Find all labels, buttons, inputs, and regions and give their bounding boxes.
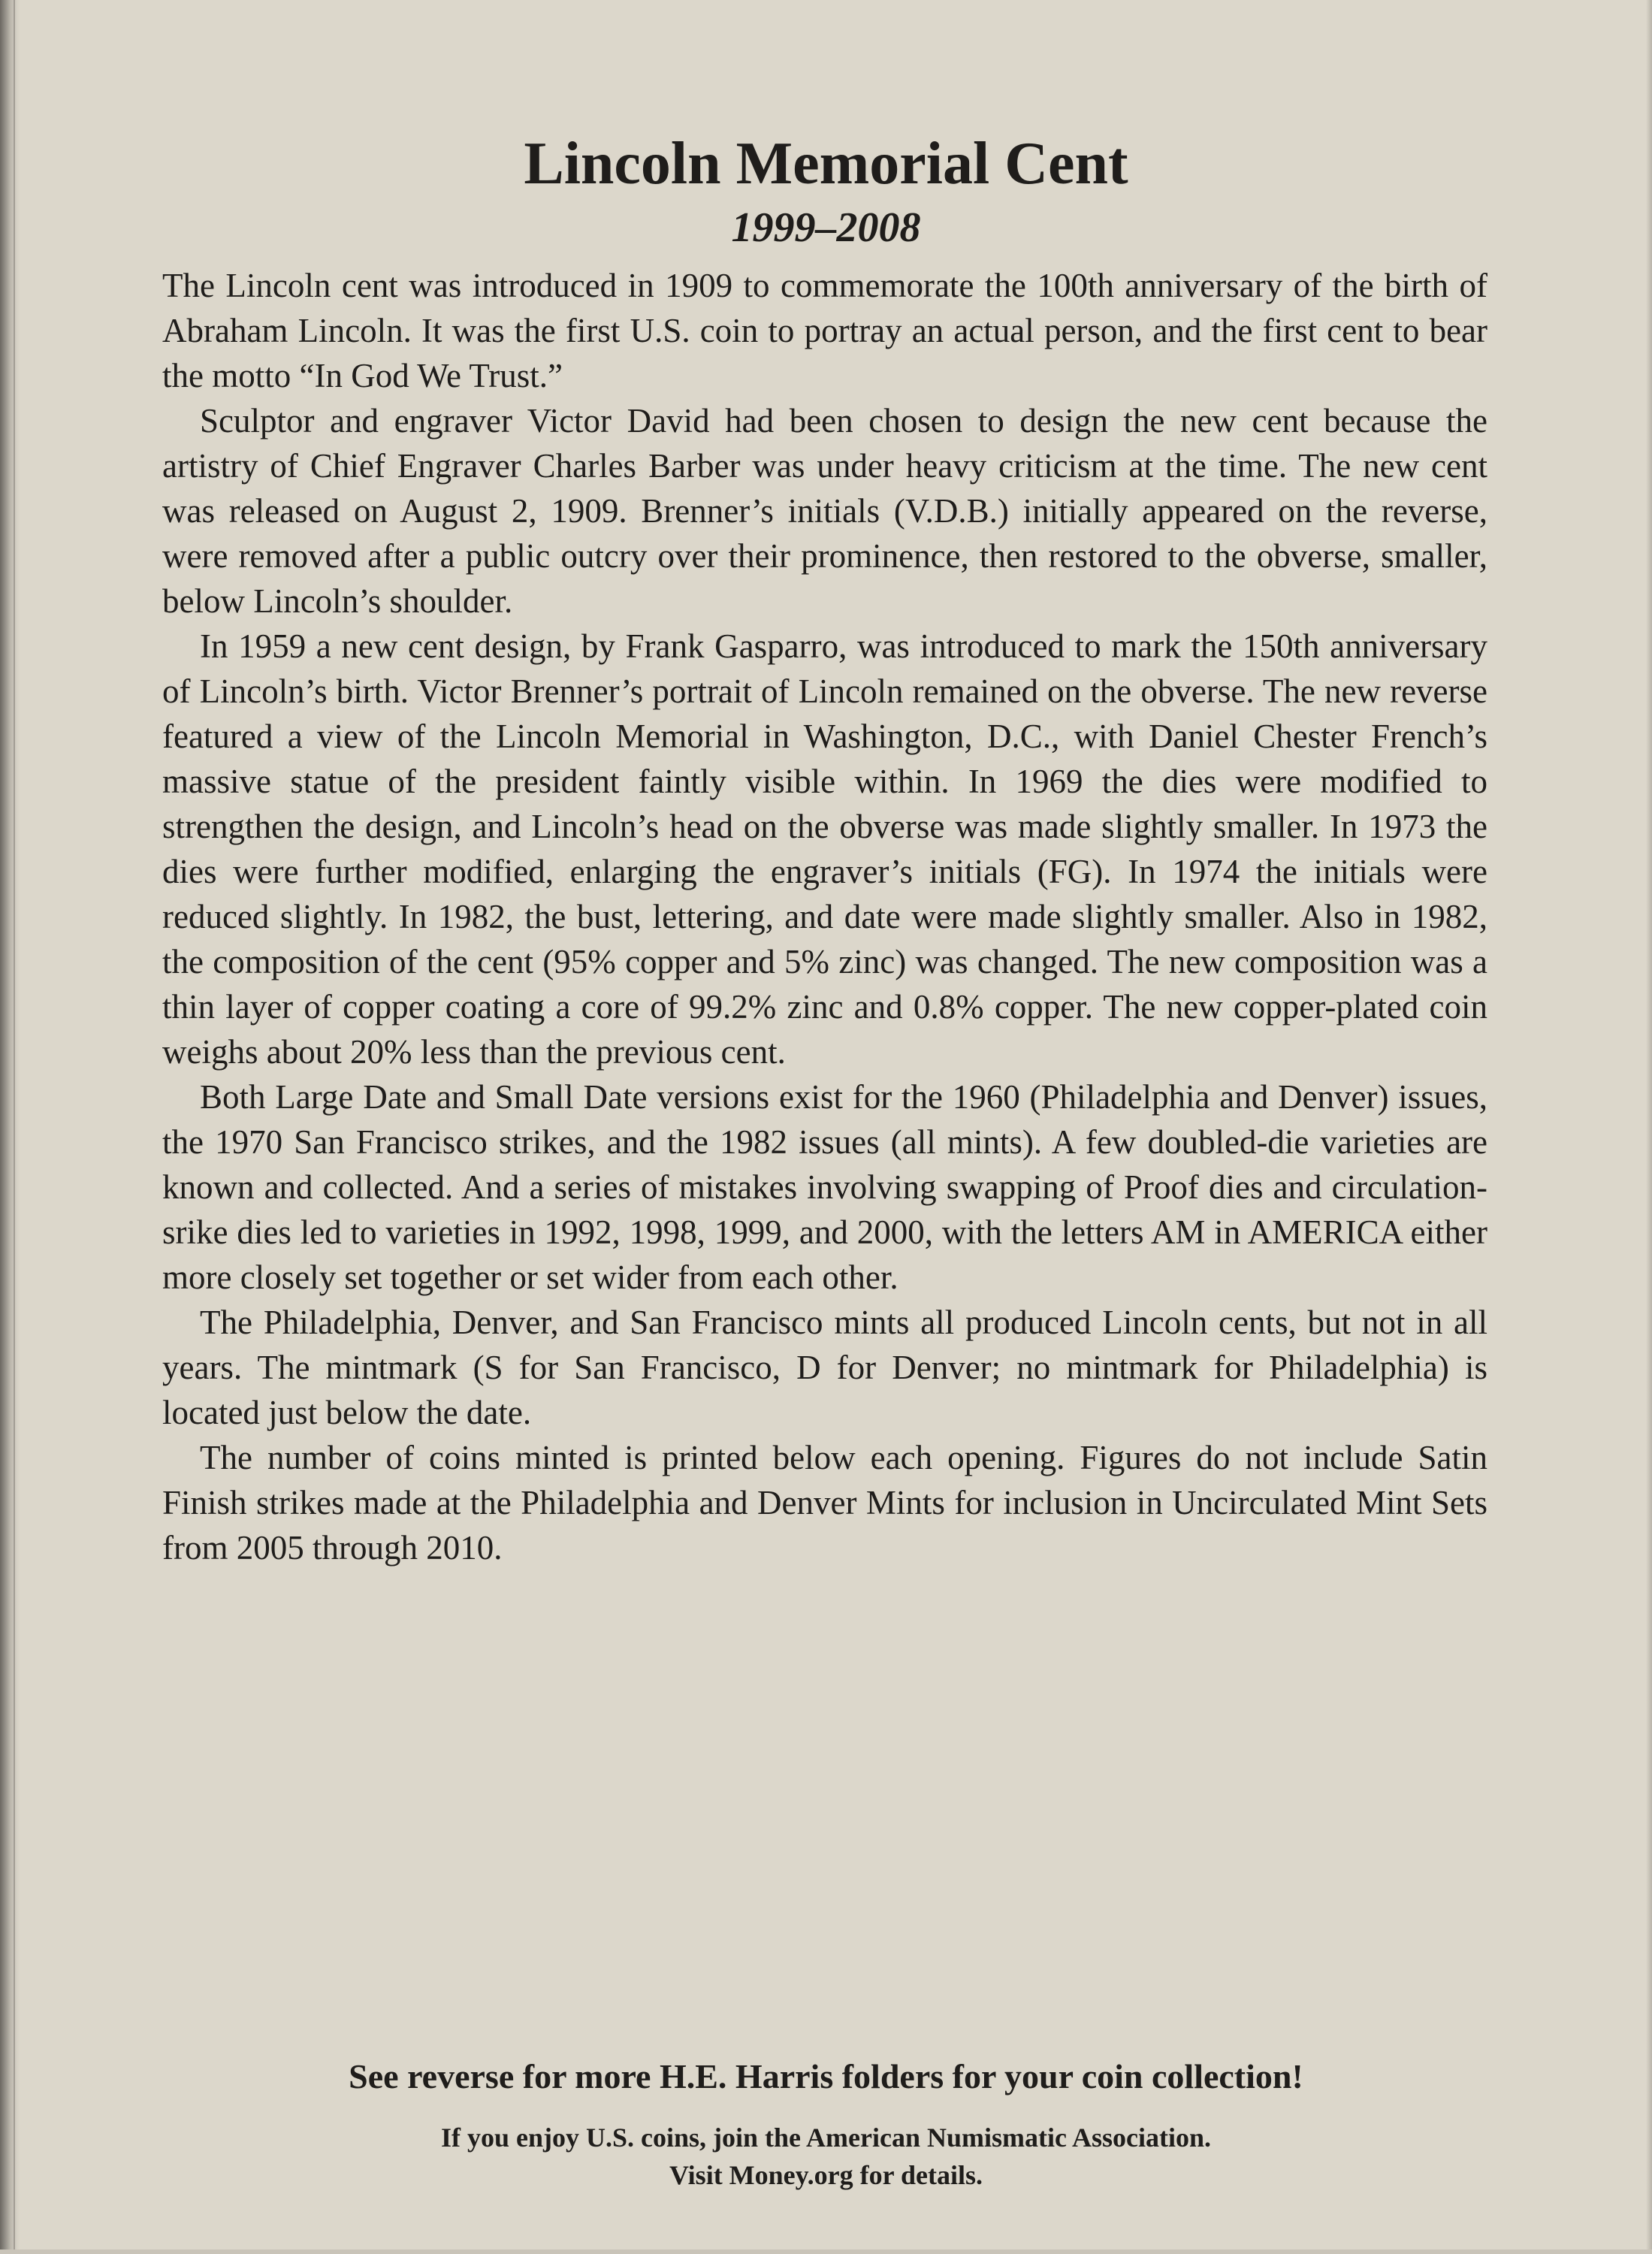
page-subtitle: 1999–2008 [731,204,921,251]
folder-right-edge [1646,0,1652,2254]
paragraph-introduction: The Lincoln cent was introduced in 1909 to commemorate the 100th anniversary of the birth of Abraham Lincoln. It was the first U.S. coin to portray an actual person, and the first cent to bear the motto “In God We Trust.” [162,267,1487,394]
folder-left-edge [0,0,20,2254]
folder-bottom-edge [0,2249,1652,2254]
footer-visit-line: Visit Money.org for details. [669,2160,983,2190]
paragraph-mintage: The number of coins minted is printed below each opening. Figures do not include Satin Finish strikes made at the Philadelphia and Denver Mints for inclusion in Uncirculated Mint Sets from 2005 through 2010. [162,1439,1487,1567]
footer-headline: See reverse for more H.E. Harris folders for your coin collection! [349,2057,1303,2095]
paragraph-mints: The Philadelphia, Denver, and San Francisco mints all produced Lincoln cents, but not in all years. The mintmark (S for San Francisco, D for Denver; no mintmark for Philadelphia) is located just below the date. [162,1304,1487,1431]
paragraph-1959-redesign: In 1959 a new cent design, by Frank Gasparro, was introduced to mark the 150th anniversary of Lincoln’s birth. Victor Brenner’s portrait of Lincoln remained on the obverse. The new reverse featured a view of the Lincoln Memorial in Washington, D.C., with Daniel Chester French’s massive statue of the president faintly visible within. In 1969 the dies were modified to strengthen the design, and Lincoln’s head on the obverse was made slightly smaller. In 1973 the dies were further modified, enlarging the engraver’s initials (FG). In 1974 the initials were reduced slightly. In 1982, the bust, lettering, and date were made slightly smaller. Also in 1982, the composition of the cent (95% copper and 5% zinc) was changed. The new composition was a thin layer of copper coating a core of 99.2% zinc and 0.8% copper. The new copper-plated coin weighs about 20% less than the previous cent. [162,627,1487,1071]
folder-spine-line [14,0,15,2254]
paragraph-designer: Sculptor and engraver Victor David had been chosen to design the new cent because the artistry of Chief Engraver Charles Barber was under heavy criticism at the time. The new cent was released on August 2, 1909. Brenner’s initials (V.D.B.) initially appeared on the reverse, were removed after a public outcry over their prominence, then restored to the obverse, smaller, below Lincoln’s shoulder. [162,402,1487,620]
page-title: Lincoln Memorial Cent [524,131,1128,197]
footer-ana-line: If you enjoy U.S. coins, join the American Numismatic Association. [441,2123,1211,2153]
body-text [162,263,1487,1570]
paragraph-varieties: Both Large Date and Small Date versions exist for the 1960 (Philadelphia and Denver) issues, the 1970 San Francisco strikes, and the 1982 issues (all mints). A few doubled-die varieties are known and collected. And a series of mistakes involving swapping of Proof dies and circulation-srike dies led to varieties in 1992, 1998, 1999, and 2000, with the letters AM in AMERICA either more closely set together or set wider from each other. [162,1078,1487,1296]
